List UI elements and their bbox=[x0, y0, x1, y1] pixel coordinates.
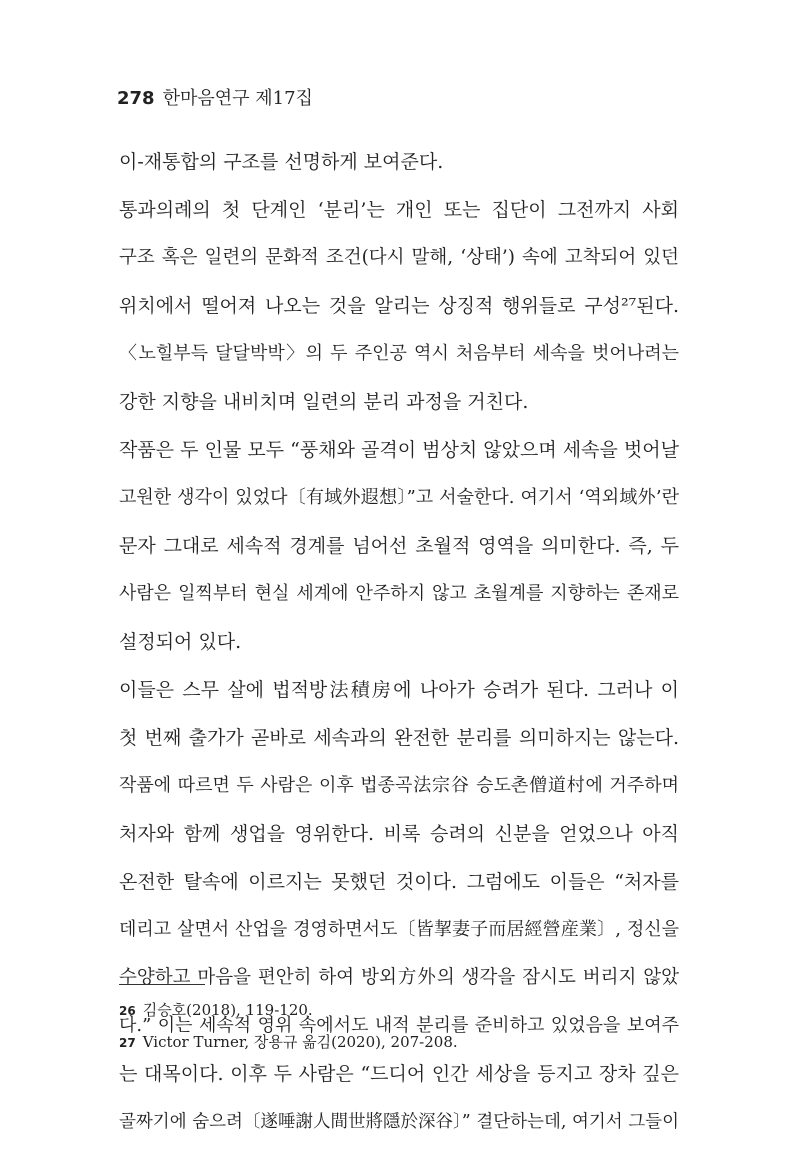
text-line: 수양하고 마음을 편안히 하여 방외方外의 생각을 잠시도 버리지 않았 bbox=[119, 967, 679, 988]
text-line: 강한 지향을 내비치며 일련의 분리 과정을 거친다. bbox=[119, 391, 529, 413]
text-line: 는 대목이다. 이후 두 사람은 “드디어 인간 세상을 등지고 장차 깊은 bbox=[119, 1063, 679, 1085]
text-line: 설정되어 있다. bbox=[119, 631, 242, 653]
text-line: 이들은 스무 살에 법적방法積房에 나아가 승려가 된다. 그러나 이 bbox=[119, 679, 679, 701]
text-line: 문자 그대로 세속적 경계를 넘어선 초월적 영역을 의미한다. 즉, 두 bbox=[119, 535, 679, 557]
text-line: 사람은 일찍부터 현실 세계에 안주하지 않고 초월계를 지향하는 존재로 bbox=[119, 583, 679, 604]
running-head bbox=[117, 86, 313, 112]
footnote-divider bbox=[119, 984, 205, 985]
footnote-number: 26 bbox=[119, 1004, 136, 1018]
text-line: 〈노힐부득 달달박박〉의 두 주인공 역시 처음부터 세속을 벗어나려는 bbox=[119, 343, 679, 364]
text-line: 온전한 탈속에 이르지는 못했던 것이다. 그럼에도 이들은 “처자를 bbox=[119, 871, 679, 893]
text-line: 처자와 함께 생업을 영위한다. 비록 승려의 신분을 얻었으나 아직 bbox=[119, 823, 679, 845]
footnote-text: 김승호(2018), 119-120. bbox=[142, 1001, 313, 1019]
text-line: 데리고 살면서 산업을 경영하면서도〔皆挈妻子而居經營産業〕, 정신을 bbox=[119, 919, 679, 940]
text-line: 골짜기에 숨으려〔遂唾謝人間世將隱於深谷〕” 결단하는데, 여기서 그들이 bbox=[119, 1112, 679, 1132]
footnotes bbox=[119, 994, 679, 1058]
footnote bbox=[119, 994, 679, 1026]
text-line: 위치에서 떨어져 나오는 것을 알리는 상징적 행위들로 구성²⁷된다. bbox=[119, 295, 679, 317]
journal-title: 한마음연구 제17집 bbox=[162, 88, 313, 109]
page-number: 278 bbox=[117, 88, 155, 109]
text-line: 통과의례의 첫 단계인 ‘분리’는 개인 또는 집단이 그전까지 사회 bbox=[119, 199, 679, 221]
text-line: 고원한 생각이 있었다〔有域外遐想〕”고 서술한다. 여기서 ‘역외域外’란 bbox=[119, 487, 679, 508]
footnote-number: 27 bbox=[119, 1036, 136, 1050]
text-line: 다.” 이는 세속적 영위 속에서도 내적 분리를 준비하고 있었음을 보여주 bbox=[119, 1015, 679, 1036]
text-line: 구조 혹은 일련의 문화적 조건(다시 말해, ‘상태’) 속에 고착되어 있던 bbox=[119, 247, 679, 268]
footnote bbox=[119, 1026, 679, 1058]
text-line: 작품은 두 인물 모두 “풍채와 골격이 범상치 않았으며 세속을 벗어날 bbox=[119, 439, 679, 461]
text-line: 작품에 따르면 두 사람은 이후 법종곡法宗谷 승도촌僧道村에 거주하며 bbox=[119, 775, 679, 796]
text-line: 첫 번째 출가가 곧바로 세속과의 완전한 분리를 의미하지는 않는다. bbox=[119, 727, 679, 749]
text-line: 이-재통합의 구조를 선명하게 보여준다. bbox=[119, 151, 444, 173]
footnote-text: Victor Turner, 장용규 옮김(2020), 207-208. bbox=[142, 1033, 458, 1051]
